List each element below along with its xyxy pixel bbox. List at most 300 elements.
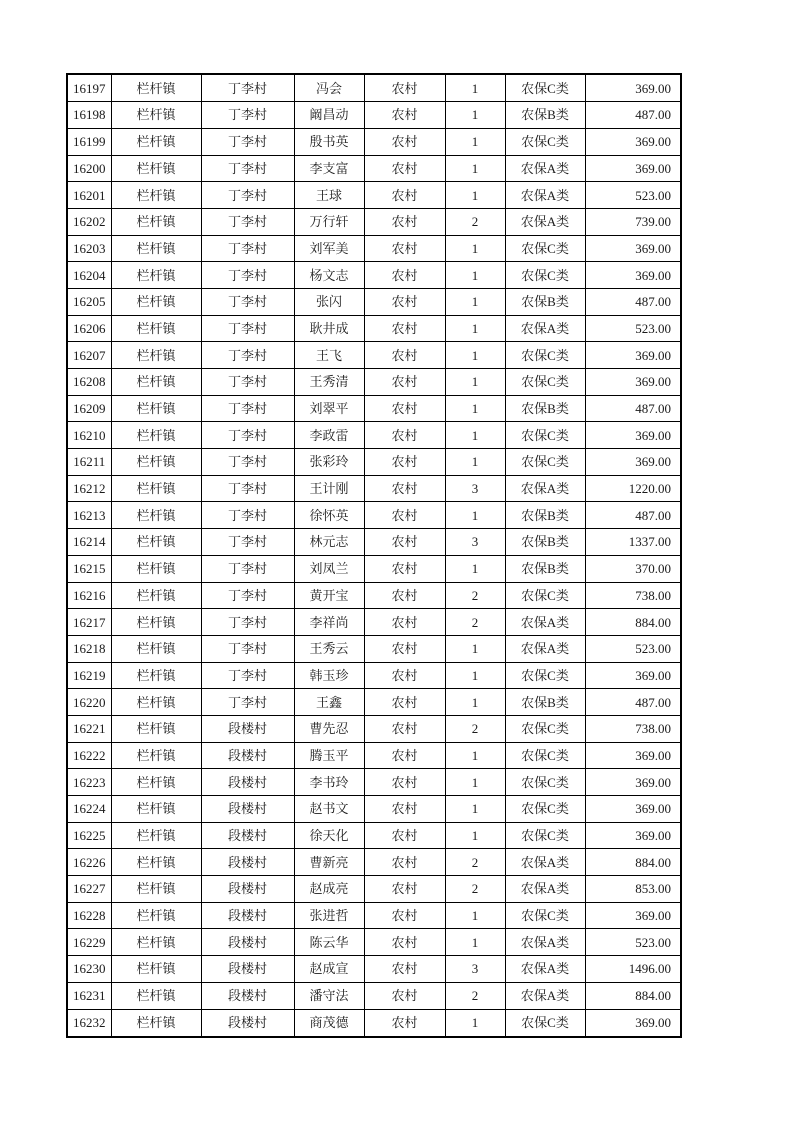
cell-serial-number: 16201 [67,182,111,209]
cell-residence-type: 农村 [364,715,445,742]
cell-serial-number: 16203 [67,235,111,262]
table-row [67,422,681,449]
cell-person-count: 2 [445,208,505,235]
cell-insurance-category: 农保A类 [505,315,585,342]
cell-insurance-category: 农保B类 [505,529,585,556]
cell-person-count: 1 [445,395,505,422]
cell-town: 栏杆镇 [111,502,201,529]
cell-town: 栏杆镇 [111,369,201,396]
cell-insurance-category: 农保B类 [505,502,585,529]
cell-insurance-category: 农保C类 [505,74,585,102]
cell-person-count: 1 [445,369,505,396]
cell-serial-number: 16214 [67,529,111,556]
cell-village: 丁李村 [201,689,294,716]
cell-name: 曹先忍 [294,715,364,742]
cell-person-count: 1 [445,769,505,796]
cell-residence-type: 农村 [364,155,445,182]
cell-village: 丁李村 [201,582,294,609]
cell-name: 王计刚 [294,475,364,502]
cell-village: 丁李村 [201,208,294,235]
cell-residence-type: 农村 [364,502,445,529]
cell-village: 段楼村 [201,876,294,903]
cell-name: 腾玉平 [294,742,364,769]
cell-village: 段楼村 [201,769,294,796]
cell-village: 丁李村 [201,74,294,102]
cell-village: 丁李村 [201,315,294,342]
cell-serial-number: 16221 [67,715,111,742]
cell-insurance-category: 农保C类 [505,262,585,289]
cell-person-count: 1 [445,689,505,716]
cell-village: 丁李村 [201,502,294,529]
cell-person-count: 1 [445,74,505,102]
cell-village: 段楼村 [201,742,294,769]
cell-amount: 523.00 [585,929,681,956]
cell-amount: 369.00 [585,74,681,102]
cell-village: 丁李村 [201,235,294,262]
cell-residence-type: 农村 [364,769,445,796]
cell-serial-number: 16231 [67,982,111,1009]
cell-village: 丁李村 [201,635,294,662]
cell-name: 李支富 [294,155,364,182]
cell-amount: 369.00 [585,769,681,796]
cell-name: 王球 [294,182,364,209]
table-row [67,876,681,903]
cell-amount: 369.00 [585,262,681,289]
cell-person-count: 1 [445,929,505,956]
cell-village: 丁李村 [201,555,294,582]
table-row [67,742,681,769]
cell-residence-type: 农村 [364,208,445,235]
cell-serial-number: 16212 [67,475,111,502]
cell-residence-type: 农村 [364,288,445,315]
cell-person-count: 2 [445,876,505,903]
table-row [67,208,681,235]
table-row [67,369,681,396]
cell-residence-type: 农村 [364,422,445,449]
cell-town: 栏杆镇 [111,635,201,662]
cell-residence-type: 农村 [364,662,445,689]
cell-name: 刘凤兰 [294,555,364,582]
cell-amount: 369.00 [585,128,681,155]
cell-amount: 369.00 [585,1009,681,1037]
cell-insurance-category: 农保A类 [505,182,585,209]
cell-name: 冯会 [294,74,364,102]
table-row [67,609,681,636]
cell-person-count: 2 [445,609,505,636]
cell-insurance-category: 农保C类 [505,822,585,849]
cell-insurance-category: 农保A类 [505,155,585,182]
cell-person-count: 1 [445,102,505,129]
cell-serial-number: 16199 [67,128,111,155]
cell-person-count: 2 [445,849,505,876]
cell-amount: 523.00 [585,635,681,662]
cell-amount: 369.00 [585,822,681,849]
cell-amount: 487.00 [585,395,681,422]
cell-name: 赵成亮 [294,876,364,903]
cell-town: 栏杆镇 [111,956,201,983]
cell-town: 栏杆镇 [111,849,201,876]
cell-serial-number: 16215 [67,555,111,582]
cell-name: 耿井成 [294,315,364,342]
table-row [67,929,681,956]
cell-town: 栏杆镇 [111,796,201,823]
cell-amount: 1337.00 [585,529,681,556]
cell-amount: 853.00 [585,876,681,903]
cell-insurance-category: 农保C类 [505,422,585,449]
cell-town: 栏杆镇 [111,555,201,582]
cell-person-count: 1 [445,182,505,209]
cell-insurance-category: 农保B类 [505,288,585,315]
cell-insurance-category: 农保A类 [505,635,585,662]
cell-person-count: 1 [445,342,505,369]
cell-insurance-category: 农保C类 [505,449,585,476]
table-row [67,902,681,929]
cell-name: 张进哲 [294,902,364,929]
cell-town: 栏杆镇 [111,262,201,289]
cell-residence-type: 农村 [364,235,445,262]
table-row [67,128,681,155]
table-row [67,288,681,315]
cell-town: 栏杆镇 [111,609,201,636]
cell-amount: 369.00 [585,902,681,929]
cell-insurance-category: 农保B类 [505,395,585,422]
cell-town: 栏杆镇 [111,475,201,502]
cell-insurance-category: 农保A类 [505,475,585,502]
cell-residence-type: 农村 [364,182,445,209]
table-row [67,555,681,582]
cell-serial-number: 16226 [67,849,111,876]
cell-person-count: 1 [445,822,505,849]
cell-serial-number: 16200 [67,155,111,182]
table-row [67,849,681,876]
cell-serial-number: 16204 [67,262,111,289]
cell-residence-type: 农村 [364,689,445,716]
cell-name: 刘翠平 [294,395,364,422]
cell-serial-number: 16229 [67,929,111,956]
cell-amount: 369.00 [585,742,681,769]
cell-amount: 884.00 [585,849,681,876]
cell-insurance-category: 农保A类 [505,849,585,876]
cell-village: 丁李村 [201,422,294,449]
cell-insurance-category: 农保C类 [505,769,585,796]
cell-residence-type: 农村 [364,342,445,369]
cell-amount: 1220.00 [585,475,681,502]
cell-insurance-category: 农保C类 [505,1009,585,1037]
cell-town: 栏杆镇 [111,235,201,262]
cell-serial-number: 16207 [67,342,111,369]
cell-amount: 884.00 [585,982,681,1009]
cell-amount: 738.00 [585,715,681,742]
cell-residence-type: 农村 [364,395,445,422]
cell-name: 张闪 [294,288,364,315]
cell-town: 栏杆镇 [111,529,201,556]
cell-insurance-category: 农保B类 [505,555,585,582]
cell-name: 林元志 [294,529,364,556]
cell-village: 丁李村 [201,182,294,209]
cell-town: 栏杆镇 [111,182,201,209]
cell-amount: 369.00 [585,155,681,182]
cell-name: 李书玲 [294,769,364,796]
cell-town: 栏杆镇 [111,128,201,155]
cell-residence-type: 农村 [364,742,445,769]
cell-insurance-category: 农保C类 [505,902,585,929]
table-row [67,715,681,742]
table-row [67,1009,681,1037]
cell-residence-type: 农村 [364,822,445,849]
cell-insurance-category: 农保C类 [505,342,585,369]
table-row [67,822,681,849]
cell-insurance-category: 农保A类 [505,876,585,903]
cell-town: 栏杆镇 [111,715,201,742]
cell-amount: 369.00 [585,342,681,369]
cell-insurance-category: 农保C类 [505,796,585,823]
cell-insurance-category: 农保A类 [505,609,585,636]
cell-residence-type: 农村 [364,849,445,876]
cell-village: 段楼村 [201,822,294,849]
cell-person-count: 1 [445,1009,505,1037]
cell-insurance-category: 农保C类 [505,582,585,609]
cell-person-count: 1 [445,635,505,662]
cell-amount: 1496.00 [585,956,681,983]
cell-town: 栏杆镇 [111,689,201,716]
cell-serial-number: 16232 [67,1009,111,1037]
cell-person-count: 1 [445,449,505,476]
cell-insurance-category: 农保C类 [505,369,585,396]
cell-residence-type: 农村 [364,262,445,289]
cell-serial-number: 16220 [67,689,111,716]
cell-village: 丁李村 [201,262,294,289]
table-row [67,635,681,662]
table-row [67,235,681,262]
cell-person-count: 1 [445,796,505,823]
cell-village: 丁李村 [201,369,294,396]
cell-person-count: 1 [445,288,505,315]
cell-insurance-category: 农保A类 [505,982,585,1009]
cell-amount: 884.00 [585,609,681,636]
cell-serial-number: 16228 [67,902,111,929]
cell-amount: 487.00 [585,288,681,315]
cell-serial-number: 16206 [67,315,111,342]
cell-amount: 369.00 [585,662,681,689]
cell-town: 栏杆镇 [111,208,201,235]
cell-person-count: 1 [445,315,505,342]
cell-village: 丁李村 [201,155,294,182]
cell-residence-type: 农村 [364,1009,445,1037]
table-row [67,529,681,556]
cell-town: 栏杆镇 [111,422,201,449]
cell-residence-type: 农村 [364,529,445,556]
cell-serial-number: 16202 [67,208,111,235]
cell-residence-type: 农村 [364,555,445,582]
cell-name: 刘军美 [294,235,364,262]
cell-village: 丁李村 [201,288,294,315]
cell-town: 栏杆镇 [111,74,201,102]
table-row [67,74,681,102]
cell-amount: 370.00 [585,555,681,582]
cell-name: 万行轩 [294,208,364,235]
cell-village: 段楼村 [201,902,294,929]
cell-amount: 369.00 [585,422,681,449]
cell-amount: 487.00 [585,102,681,129]
cell-insurance-category: 农保A类 [505,956,585,983]
cell-town: 栏杆镇 [111,1009,201,1037]
cell-name: 徐怀英 [294,502,364,529]
table-row [67,449,681,476]
cell-town: 栏杆镇 [111,769,201,796]
cell-town: 栏杆镇 [111,288,201,315]
cell-village: 丁李村 [201,662,294,689]
cell-person-count: 1 [445,662,505,689]
table-row [67,769,681,796]
cell-village: 段楼村 [201,796,294,823]
cell-village: 丁李村 [201,449,294,476]
cell-name: 李祥尚 [294,609,364,636]
cell-village: 丁李村 [201,342,294,369]
cell-insurance-category: 农保B类 [505,689,585,716]
cell-residence-type: 农村 [364,609,445,636]
cell-name: 杨文志 [294,262,364,289]
cell-residence-type: 农村 [364,876,445,903]
cell-residence-type: 农村 [364,475,445,502]
cell-residence-type: 农村 [364,635,445,662]
cell-town: 栏杆镇 [111,395,201,422]
cell-village: 段楼村 [201,982,294,1009]
cell-town: 栏杆镇 [111,902,201,929]
cell-person-count: 2 [445,982,505,1009]
cell-residence-type: 农村 [364,982,445,1009]
cell-residence-type: 农村 [364,796,445,823]
table-row [67,315,681,342]
cell-name: 商茂德 [294,1009,364,1037]
cell-name: 李政雷 [294,422,364,449]
cell-town: 栏杆镇 [111,822,201,849]
cell-serial-number: 16208 [67,369,111,396]
cell-village: 段楼村 [201,956,294,983]
cell-village: 丁李村 [201,128,294,155]
cell-name: 王秀云 [294,635,364,662]
cell-person-count: 1 [445,235,505,262]
cell-town: 栏杆镇 [111,155,201,182]
cell-person-count: 2 [445,582,505,609]
table-row [67,395,681,422]
cell-serial-number: 16219 [67,662,111,689]
table-row [67,182,681,209]
cell-residence-type: 农村 [364,315,445,342]
cell-amount: 369.00 [585,369,681,396]
table-row [67,502,681,529]
cell-person-count: 1 [445,155,505,182]
cell-name: 王鑫 [294,689,364,716]
cell-serial-number: 16205 [67,288,111,315]
cell-person-count: 1 [445,742,505,769]
cell-residence-type: 农村 [364,929,445,956]
cell-town: 栏杆镇 [111,929,201,956]
cell-residence-type: 农村 [364,128,445,155]
cell-serial-number: 16209 [67,395,111,422]
cell-person-count: 3 [445,956,505,983]
cell-serial-number: 16210 [67,422,111,449]
cell-village: 丁李村 [201,102,294,129]
cell-amount: 487.00 [585,689,681,716]
table-row [67,262,681,289]
table-row [67,982,681,1009]
cell-person-count: 3 [445,475,505,502]
cell-insurance-category: 农保A类 [505,208,585,235]
cell-insurance-category: 农保C类 [505,235,585,262]
cell-amount: 739.00 [585,208,681,235]
cell-insurance-category: 农保C类 [505,662,585,689]
cell-amount: 738.00 [585,582,681,609]
cell-amount: 369.00 [585,235,681,262]
cell-village: 丁李村 [201,529,294,556]
cell-name: 赵书文 [294,796,364,823]
cell-village: 丁李村 [201,609,294,636]
cell-town: 栏杆镇 [111,662,201,689]
table-row [67,662,681,689]
cell-town: 栏杆镇 [111,982,201,1009]
cell-name: 阚昌动 [294,102,364,129]
cell-person-count: 1 [445,262,505,289]
cell-serial-number: 16218 [67,635,111,662]
cell-town: 栏杆镇 [111,876,201,903]
subsidy-roster-table [66,73,682,1038]
cell-serial-number: 16222 [67,742,111,769]
cell-village: 段楼村 [201,849,294,876]
cell-insurance-category: 农保A类 [505,929,585,956]
cell-serial-number: 16225 [67,822,111,849]
table-row [67,582,681,609]
cell-amount: 523.00 [585,182,681,209]
cell-person-count: 2 [445,715,505,742]
table-row [67,689,681,716]
cell-person-count: 3 [445,529,505,556]
cell-village: 段楼村 [201,929,294,956]
cell-name: 王秀清 [294,369,364,396]
cell-person-count: 1 [445,502,505,529]
cell-village: 段楼村 [201,715,294,742]
cell-serial-number: 16230 [67,956,111,983]
cell-insurance-category: 农保C类 [505,715,585,742]
cell-town: 栏杆镇 [111,315,201,342]
cell-town: 栏杆镇 [111,449,201,476]
cell-insurance-category: 农保C类 [505,128,585,155]
cell-village: 丁李村 [201,395,294,422]
subsidy-roster-table-body [67,74,681,1037]
cell-serial-number: 16227 [67,876,111,903]
cell-residence-type: 农村 [364,956,445,983]
cell-town: 栏杆镇 [111,102,201,129]
cell-name: 殷书英 [294,128,364,155]
cell-amount: 369.00 [585,449,681,476]
table-row [67,796,681,823]
cell-serial-number: 16198 [67,102,111,129]
cell-name: 韩玉珍 [294,662,364,689]
table-row [67,155,681,182]
cell-village: 丁李村 [201,475,294,502]
cell-name: 赵成宣 [294,956,364,983]
cell-name: 潘守法 [294,982,364,1009]
cell-residence-type: 农村 [364,102,445,129]
cell-insurance-category: 农保C类 [505,742,585,769]
table-row [67,475,681,502]
cell-residence-type: 农村 [364,449,445,476]
table-row [67,102,681,129]
cell-village: 段楼村 [201,1009,294,1037]
cell-serial-number: 16211 [67,449,111,476]
cell-residence-type: 农村 [364,74,445,102]
table-row [67,956,681,983]
cell-residence-type: 农村 [364,582,445,609]
